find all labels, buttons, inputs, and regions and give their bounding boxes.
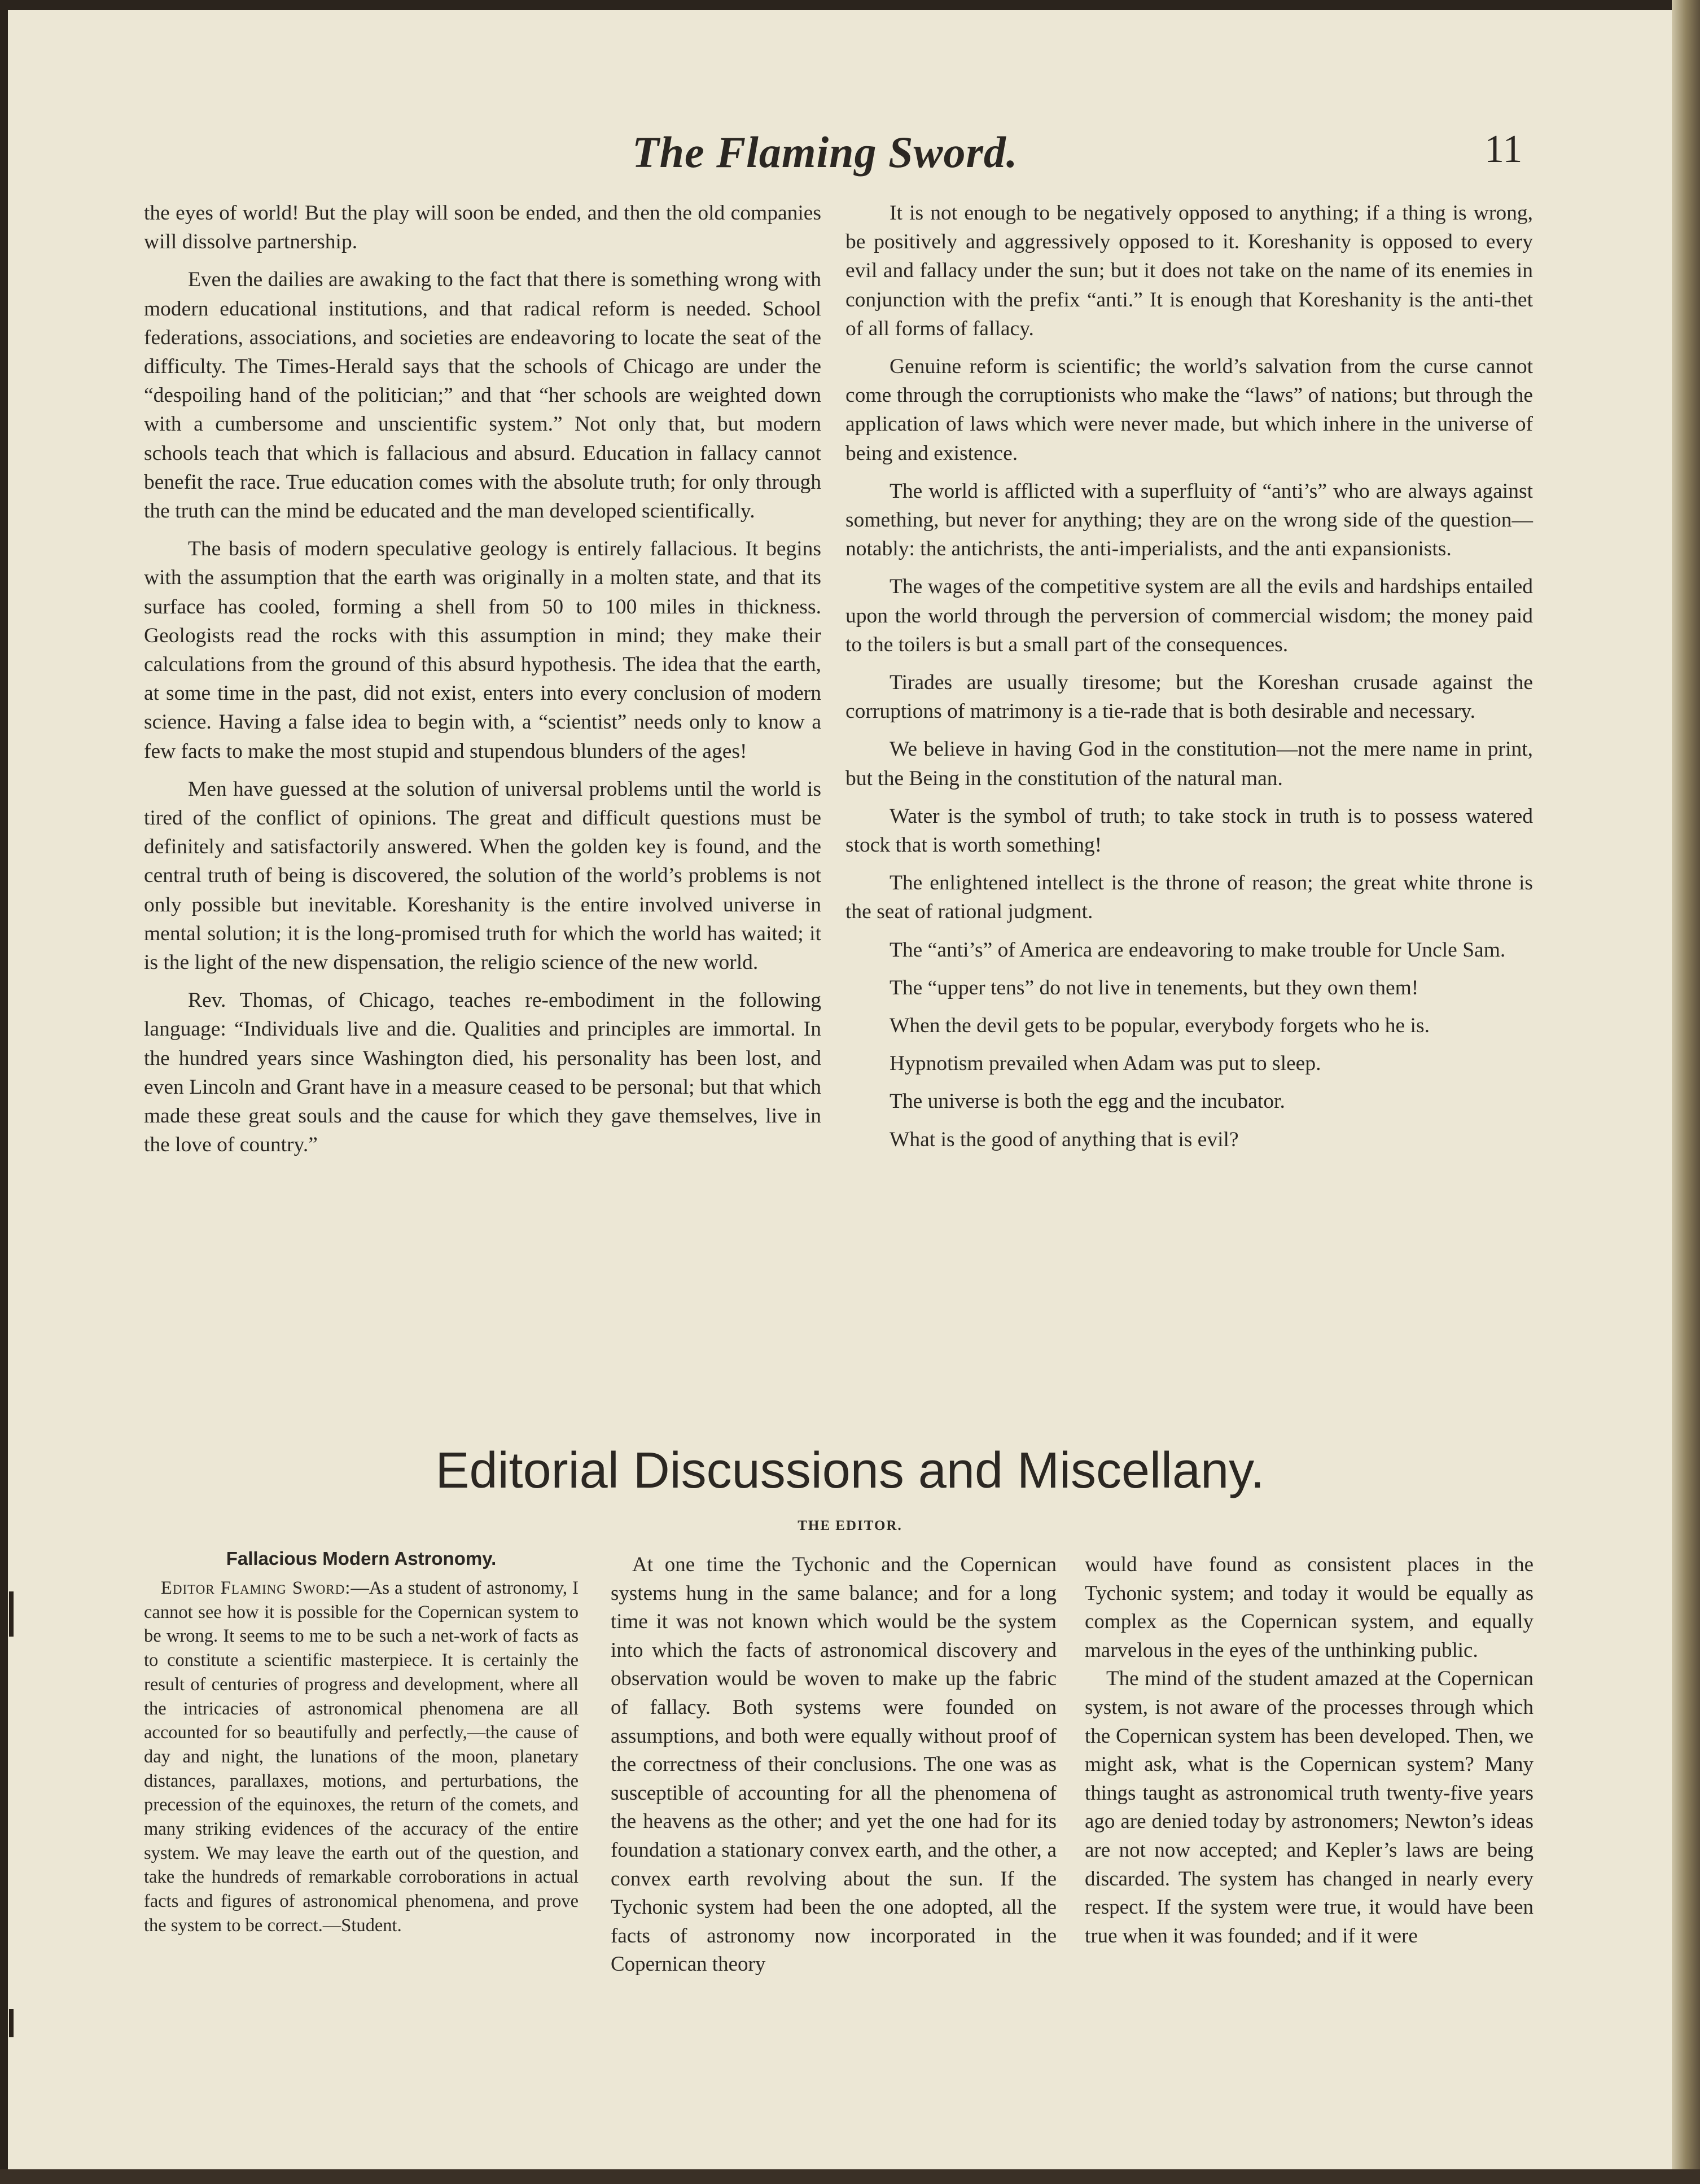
section-title: Editorial Discussions and Miscellany. (435, 1442, 1265, 1499)
right-column (845, 199, 1533, 1163)
letter-body (144, 1576, 579, 1938)
paragraph: Men have guessed at the solution of universal problems until the world is tired of the conflict of opinions. The great and difficult questions must be definitely and satisfactorily answered. When the golden key is found, and the central truth of being is discovered, the solution of the world’s problems is not only possible but inevitable. Koreshanity is the entire involved universe in mental solution; it is the long-promised truth for which the world has waited; it is the light of the new dispensation, the religio science of the new world. (144, 777, 821, 975)
paragraph: Even the dailies are awaking to the fact that there is something wrong with modern educational institutions, and that radical reform is needed. School federations, associations, and societies are endeavoring to locate the seat of the difficulty. The Times-Herald says that the schools of Chicago are under the “despoiling hand of the politician;” and that “her schools are weighted down with a cumbersome and unscientific system.” Not only that, but modern schools teach that which is fallacious and absurd. Education in fallacy cannot benefit the race. True education comes with the absolute truth; for only through the truth can the mind be educated and the man developed scientifically. (144, 268, 821, 523)
paragraph: The “anti’s” of America are endeavoring to make trouble for Uncle Sam. (890, 938, 1506, 962)
paragraph: When the devil gets to be popular, everybody forgets who he is. (890, 1014, 1430, 1038)
page-number: 11 (1484, 128, 1523, 171)
top-edge (0, 0, 1700, 10)
paragraph: The world is afflicted with a superfluity of “anti’s” who are always against something, but never for anything; they are on the wrong side of the question—notably: the antichrists, the anti-imperialists, and the anti expansionists. (845, 479, 1533, 561)
letter-title: Fallacious Modern Astronomy. (226, 1548, 497, 1569)
paragraph: At one time the Tychonic and the Copernican systems hung in the same balance; and for a long time it was not known which would be the system into which the facts of astronomical discovery and observation would be woven to make up the fabric of fallacy. Both systems were founded on assumptions, and both were equally without proof of the correctness of their conclusions. The one was as susceptible of accounting for all the phenomena of the heavens as the other; and yet the one had for its foundation a stationary convex earth, and the other, a convex earth revolving about the sun. If the Tychonic system had been the one adopted, all the facts of astronomy now incorporated in the Copernican theory (611, 1553, 1057, 1976)
paragraph: It is not enough to be negatively opposed to anything; if a thing is wrong, be positively and aggressively opposed to it. Koreshanity is opposed to every evil and fallacy under the sun; but it does not take on the name of its enemies in conjunction with the prefix “anti.” It is enough that Koreshanity is the anti-thet of all forms of fallacy. (845, 201, 1533, 340)
paragraph: the eyes of world! But the play will soon be ended, and then the old companies will dissolve partnership. (144, 201, 821, 254)
margin-mark (9, 2009, 14, 2037)
left-column (144, 199, 821, 1169)
paragraph: Water is the symbol of truth; to take stock in truth is to possess watered stock that is worth something! (845, 804, 1533, 857)
paragraph: We believe in having God in the constitution—not the mere name in print, but the Being in the constitution of the natural man. (845, 738, 1533, 790)
paragraph: Hypnotism prevailed when Adam was put to sleep. (890, 1052, 1321, 1076)
letter-text: —As a student of astronomy, I cannot see how it is possible for the Copernican system to be wrong. It seems to me to be such a net-work of facts as to constitute a scientific masterpiece. It is certainly the result of centuries of progress and development, where all the intricacies of astronomical phenomena are all accounted for so beautifully and perfectly,—the cause of day and night, the lunations of the moon, planetary distances, parallaxes, motions, and perturbations, the precession of the equinoxes, the return of the comets, and many striking evidences of the accuracy of the entire system. We may leave the earth out of the question, and take the hundreds of remarkable corroborations in actual facts and figures of astronomical phenomena, and prove the system to be correct.—Student. (144, 1578, 579, 1936)
masthead: The Flaming Sword. (632, 128, 1018, 177)
page-header (0, 127, 1700, 178)
paragraph: Rev. Thomas, of Chicago, teaches re-embodiment in the following language: “Individuals live and die. Qualities and principles are immortal. In the hundred years since Washington died, his personality has been lost, and even Lincoln and Grant have in a measure ceased to be personal; but that which made these great souls and the cause for which they gave themselves, live in the love of country.” (144, 989, 821, 1157)
paragraph: The wages of the competitive system are all the evils and hardships entailed upon the world through the perversion of commercial wisdom; the money paid to the toilers is but a small part of the consequences. (845, 575, 1533, 656)
paragraph: The basis of modern speculative geology is entirely fallacious. It begins with the assumption that the earth was originally in a molten state, and that its surface has cooled, forming a shell from 50 to 100 miles in thickness. Geologists read the rocks with this assumption in mind; they make their calculations from the ground of this absurd hypothesis. The idea that the earth, at some time in the past, did not exist, enters into every conclusion of modern science. Having a false idea to begin with, a “scientist” needs only to know a few facts to make the most stupid and stupendous blunders of the ages! (144, 537, 821, 763)
paragraph: The enlightened intellect is the throne of reason; the great white throne is the seat of rational judgment. (845, 871, 1533, 924)
bottom-edge (0, 2169, 1700, 2184)
reader-letter (144, 1543, 579, 1938)
paragraph: Genuine reform is scientific; the world’s salvation from the curse cannot come through the corruptionists who make the “laws” of nations; but through the application of laws which were never made, but which inhere in the universe of being and existence. (845, 355, 1533, 465)
binding-edge (0, 0, 8, 2184)
page-fore-edge (1672, 0, 1700, 2184)
paragraph: Tirades are usually tiresome; but the Koreshan crusade against the corruptions of matrimony is a tie-rade that is both desirable and necessary. (845, 671, 1533, 723)
editorial-column-3 (1085, 1551, 1533, 1950)
paragraph: would have found as consistent places in the Tychonic system; and today it would be equally as complex as the Copernican system, and equally marvelous in the eyes of the unthinking public. (1085, 1553, 1533, 1662)
margin-mark (9, 1591, 14, 1637)
editorial-column-2 (611, 1551, 1057, 1979)
paragraph: What is the good of anything that is evil? (890, 1128, 1239, 1151)
paragraph: The “upper tens” do not live in tenements, but they own them! (890, 976, 1419, 999)
byline: THE EDITOR. (798, 1518, 902, 1533)
paragraph: The universe is both the egg and the incubator. (890, 1090, 1285, 1113)
paragraph: The mind of the student amazed at the Copernican system, is not aware of the processes through which the Copernican system has been developed. Then, we might ask, what is the Copernican system? Many things taught as astronomical truth twenty-five years ago are denied today by astronomers; Newton’s ideas are not now accepted; and Kepler’s laws are being discarded. The system has changed in nearly every respect. If the system were true, it would have been true when it was founded; and if it were (1085, 1667, 1533, 1948)
letter-salutation: Editor Flaming Sword: (161, 1578, 351, 1598)
